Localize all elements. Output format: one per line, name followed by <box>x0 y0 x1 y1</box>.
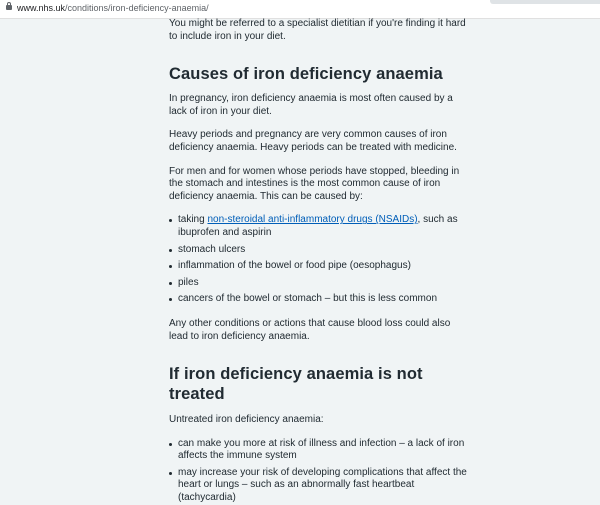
list-item-suffix: , such as ibuprofen and aspirin <box>178 214 458 238</box>
list-item: cancers of the bowel or stomach – but this is less common <box>169 293 469 306</box>
causes-paragraph-3: For men and for women whose periods have stopped, bleeding in the stomach and intestines is the most common cause of iron deficiency anaemia. This can be caused by: <box>169 165 460 202</box>
url-host: www.nhs.uk <box>17 3 66 13</box>
causes-list <box>169 214 469 306</box>
untreated-heading: If iron deficiency anaemia is not treated <box>169 365 423 404</box>
list-item: inflammation of the bowel or food pipe (oesophagus) <box>169 260 469 273</box>
url-text[interactable] <box>17 3 209 13</box>
article-content <box>169 18 469 505</box>
causes-paragraph-4: Any other conditions or actions that cause blood loss could also lead to iron deficiency anaemia. <box>169 317 451 342</box>
untreated-list <box>169 438 469 505</box>
list-item <box>169 214 469 239</box>
toolbar-edge <box>490 0 600 4</box>
causes-heading: Causes of iron deficiency anaemia <box>169 65 443 84</box>
untreated-paragraph-1: Untreated iron deficiency anaemia: <box>169 414 324 426</box>
list-item: may increase your risk of developing complications that affect the heart or lungs – such as an abnormally fast heartbeat (tachycardia) <box>169 467 469 505</box>
browser-address-bar[interactable] <box>0 0 600 19</box>
nsaids-link[interactable]: non-steroidal anti-inflammatory drugs (NSAIDs) <box>207 214 418 226</box>
list-item: stomach ulcers <box>169 244 469 257</box>
causes-paragraph-1: In pregnancy, iron deficiency anaemia is most often caused by a lack of iron in your diet. <box>169 93 453 117</box>
list-item-prefix: taking <box>178 214 208 226</box>
url-path: /conditions/iron-deficiency-anaemia/ <box>65 3 209 13</box>
list-item: piles <box>169 277 469 290</box>
list-item: can make you more at risk of illness and infection – a lack of iron affects the immune system <box>169 438 469 463</box>
intro-paragraph: You might be referred to a specialist dietitian if you're finding it hard to include iron in your diet. <box>169 18 466 42</box>
lock-icon <box>6 5 12 10</box>
causes-paragraph-2: Heavy periods and pregnancy are very common causes of iron deficiency anaemia. Heavy periods can be treated with medicine. <box>169 129 457 153</box>
